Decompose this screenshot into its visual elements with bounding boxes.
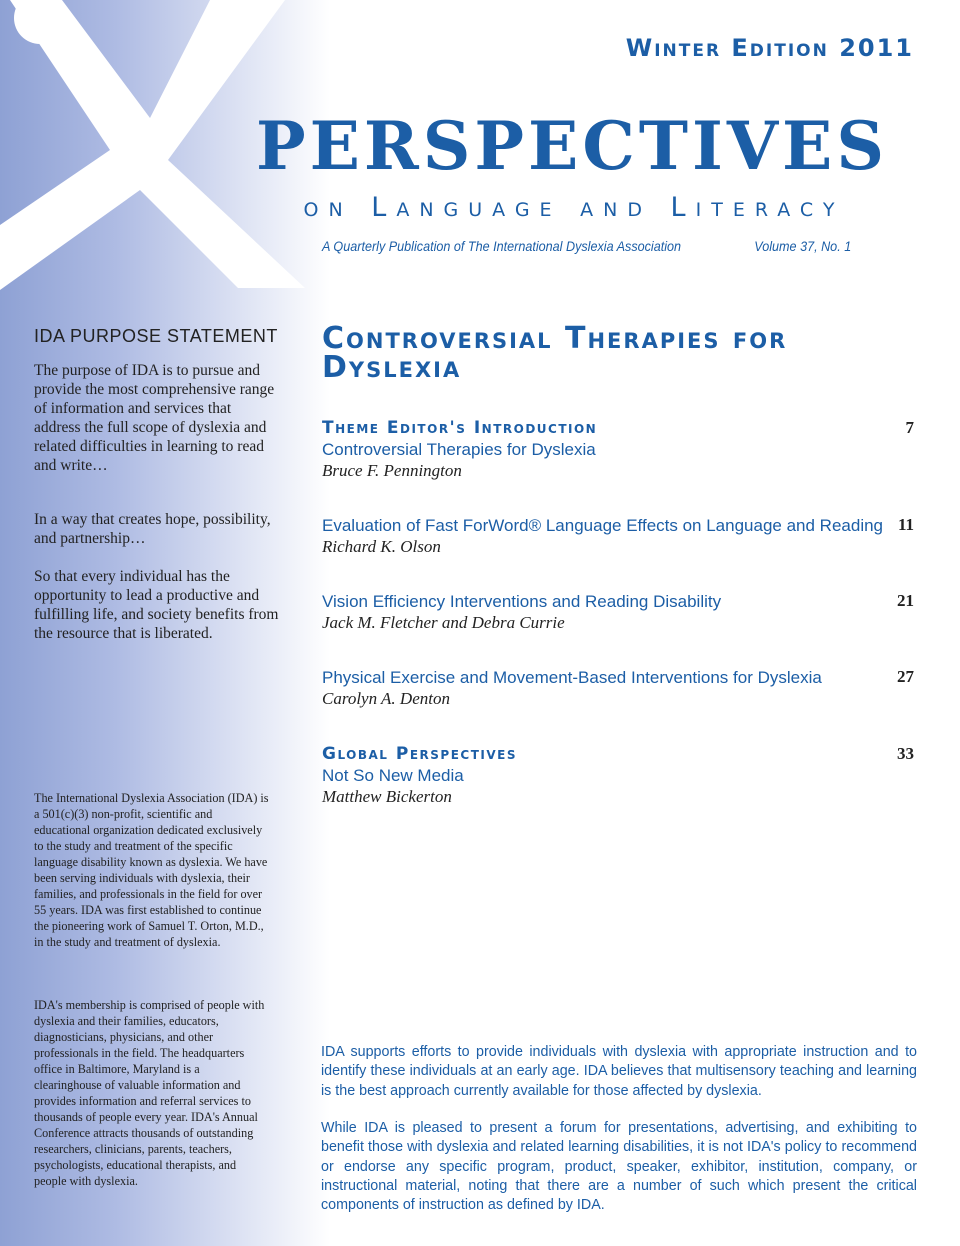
masthead-subtitle: on Language and Literacy	[303, 192, 845, 223]
volume-number: Volume 37, No. 1	[754, 238, 852, 254]
purpose-paragraph: So that every individual has the opportunity to lead a productive and fulfilling life, and society benefits from the resource that is liberated.	[34, 568, 279, 642]
toc-page-number: 11	[897, 515, 914, 534]
toc-author: Carolyn A. Denton	[322, 689, 450, 708]
publication-name: A Quarterly Publication of The International Dyslexia Association	[322, 238, 682, 254]
about-ida-paragraph: IDA's membership is comprised of people with dyslexia and their families, educators, diagnosticians, physicians, and other professionals in the field. The headquarters office in Baltimore, Maryland is a clearinghouse of valuable information and provides information and referral services to thousands of people every year. IDA's Annual Conference attracts thousands of outstanding researchers, clinicians, parents, teachers, psychologists, educational therapists, and people with dyslexia.	[34, 998, 265, 1188]
purpose-paragraph: The purpose of IDA is to pursue and provide the most comprehensive range of information and services that address the full scope of dyslexia and related difficulties in learning to read and write…	[34, 362, 275, 474]
disclaimer-paragraph: While IDA is pleased to present a forum for presentations, advertising, and exhibiting to benefit those with dyslexia and related learning disabilities, it is not IDA's policy to recommend or endorse any specific program, product, speaker, exhibitor, institution, company, or instructional material, noting that there are a number of such which present the critical components of instruction as defined by IDA.	[321, 1120, 917, 1214]
toc-author: Jack M. Fletcher and Debra Currie	[322, 613, 565, 632]
toc-author: Matthew Bickerton	[322, 787, 452, 806]
publication-line	[322, 238, 851, 254]
toc-section-heading: Theme Editor's Introduction	[322, 418, 598, 438]
toc-article-title: Controversial Therapies for Dyslexia	[322, 440, 596, 459]
about-ida-paragraph: The International Dyslexia Association (IDA) is a 501(c)(3) non-profit, scientific and educational organization dedicated exclusively to the study and treatment of the specific language disability known as dyslexia. We have been serving individuals with dyslexia, their families, and professionals in the field for over 55 years. IDA was first established to continue the pioneering work of Samuel T. Orton, M.D., in the study and treatment of dyslexia.	[34, 791, 269, 949]
toc-author: Richard K. Olson	[322, 537, 441, 556]
toc-article-title: Evaluation of Fast ForWord® Language Effects on Language and Reading	[322, 516, 883, 535]
issue-theme-title: Controversial Therapies for Dyslexia	[322, 321, 788, 385]
toc-page-number: 21	[897, 591, 914, 610]
masthead-title: PERSPECTIVES	[255, 107, 889, 185]
toc-entry	[322, 515, 916, 557]
disclaimer-paragraph: IDA supports efforts to provide individuals with dyslexia with appropriate instruction and to identify these individuals at an early age. IDA believes that multisensory teaching and learning is the best approach currently available for those affected by dyslexia.	[321, 1044, 917, 1099]
purpose-statement-title: IDA PURPOSE STATEMENT	[34, 326, 278, 346]
toc-page-number: 7	[905, 418, 914, 437]
toc-article-title: Physical Exercise and Movement-Based Interventions for Dyslexia	[322, 668, 822, 687]
toc-article-title: Vision Efficiency Interventions and Reading Disability	[322, 592, 722, 611]
toc-entry	[322, 667, 916, 709]
toc-author: Bruce F. Pennington	[322, 461, 462, 480]
edition-label: Winter Edition 2011	[625, 34, 914, 62]
toc-entry	[322, 591, 916, 633]
toc-page-number: 27	[897, 667, 914, 686]
toc-article-title: Not So New Media	[322, 766, 464, 785]
toc-entry	[322, 418, 916, 481]
purpose-paragraph: In a way that creates hope, possibility, and partnership…	[34, 511, 271, 547]
toc-entry	[322, 744, 916, 807]
toc-page-number: 33	[897, 744, 914, 763]
toc-section-heading: Global Perspectives	[322, 744, 517, 764]
